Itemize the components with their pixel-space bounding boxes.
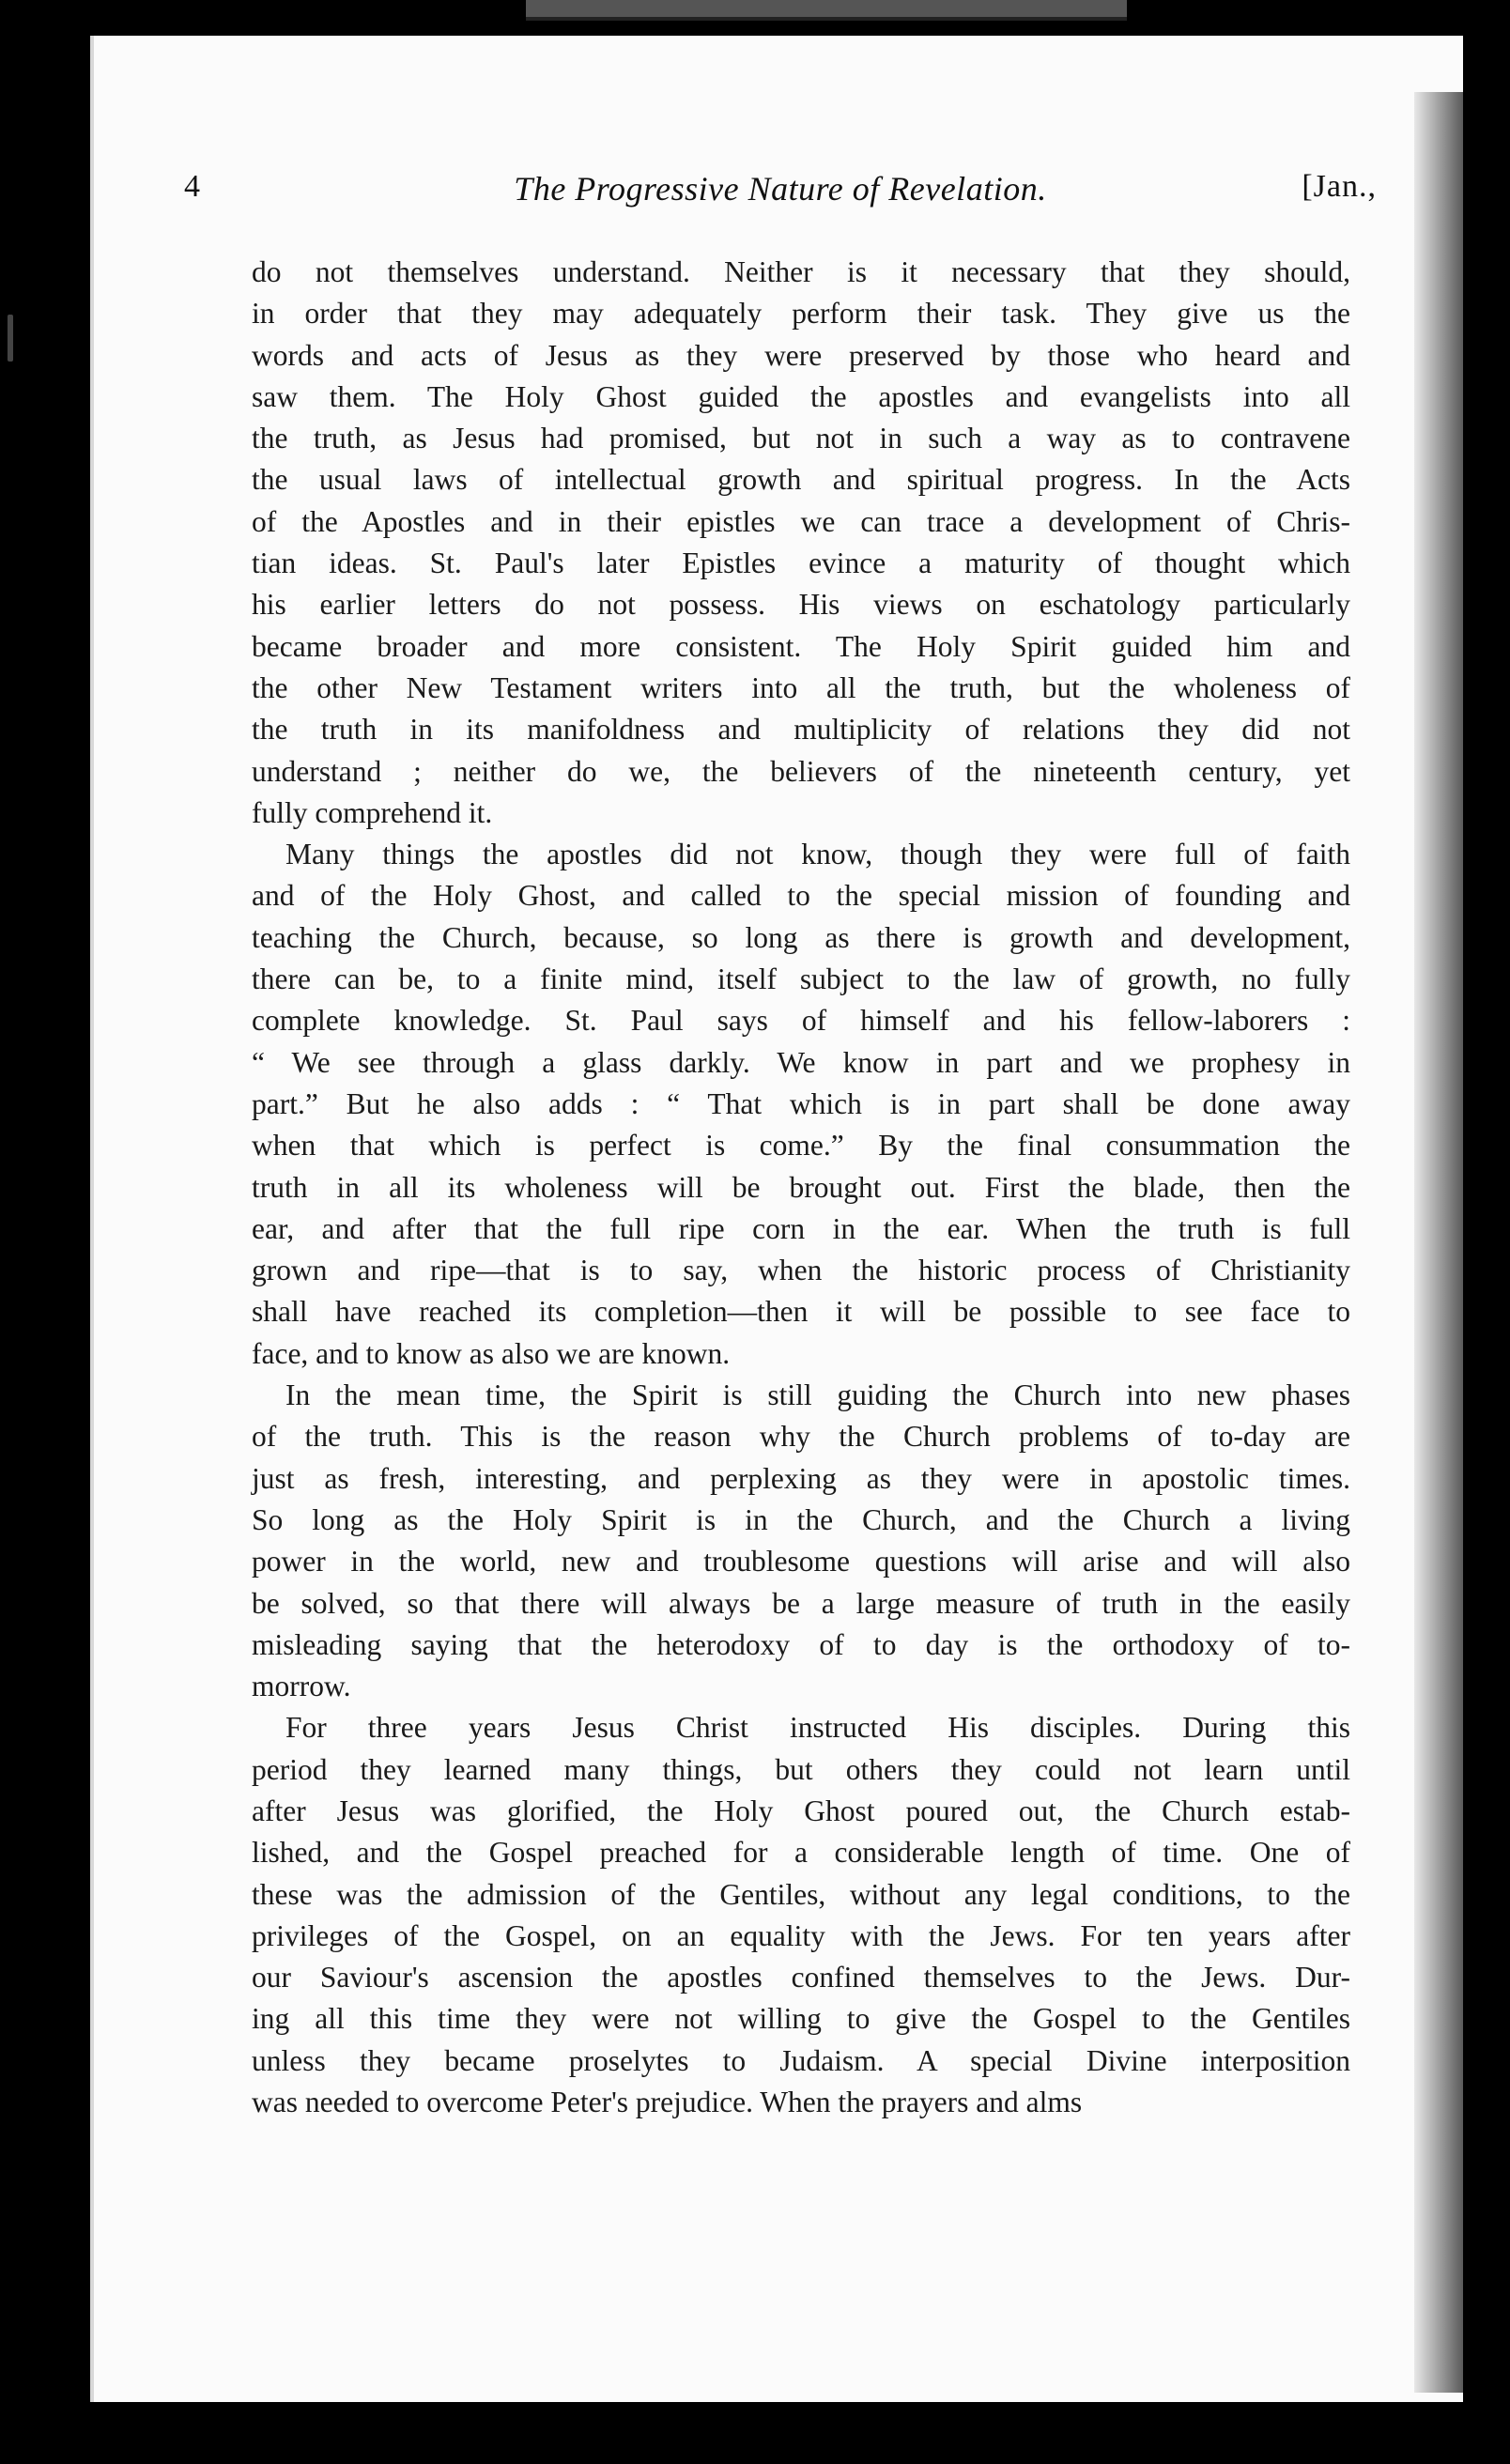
page-number: 4 bbox=[184, 169, 200, 204]
text-line: fully comprehend it. bbox=[252, 795, 493, 829]
text-line: ear, and after that the full ripe corn in the ear. When the truth is full bbox=[252, 1211, 1350, 1245]
text-line: there can be, to a finite mind, itself subject to the law of growth, no fully bbox=[252, 962, 1350, 996]
text-line: power in the world, new and troublesome questions will arise and will also bbox=[252, 1545, 1350, 1578]
text-line: morrow. bbox=[252, 1670, 351, 1703]
text-line: the truth in its manifoldness and multiplicity of relations they did not bbox=[252, 713, 1350, 747]
text-line: “ We see through a glass darkly. We know in part and we prophesy in bbox=[252, 1045, 1350, 1079]
text-line: period they learned many things, but others they could not learn until bbox=[252, 1752, 1350, 1786]
text-line: the truth, as Jesus had promised, but not in such a way as to contravene bbox=[252, 422, 1350, 455]
text-line: part.” But he also adds : “ That which is in part shall be done away bbox=[252, 1086, 1350, 1120]
scan-top-edge bbox=[526, 0, 1127, 21]
running-header bbox=[184, 169, 1377, 225]
paragraph bbox=[252, 834, 1350, 1375]
text-line: tian ideas. St. Paul's later Epistles evince a maturity of thought which bbox=[252, 547, 1350, 580]
text-line: In the mean time, the Spirit is still guiding the Church into new phases bbox=[285, 1378, 1350, 1412]
text-line: understand ; neither do we, the believers of the nineteenth century, yet bbox=[252, 754, 1350, 788]
text-line: grown and ripe—that is to say, when the historic process of Christianity bbox=[252, 1254, 1350, 1287]
text-line: the other New Testament writers into all the truth, but the wholeness of bbox=[252, 670, 1350, 704]
text-line: of the truth. This is the reason why the Church problems of to-day are bbox=[252, 1420, 1350, 1454]
text-line: complete knowledge. St. Paul says of himself and his fellow-laborers : bbox=[252, 1004, 1350, 1038]
scan-margin-mark bbox=[8, 315, 13, 362]
running-date: [Jan., bbox=[1302, 169, 1377, 204]
text-line: just as fresh, interesting, and perplexing as they were in apostolic times. bbox=[252, 1461, 1350, 1495]
text-line: in order that they may adequately perform their task. They give us the bbox=[252, 297, 1350, 331]
text-line: be solved, so that there will always be a large measure of truth in the easily bbox=[252, 1586, 1350, 1620]
text-line: saw them. The Holy Ghost guided the apostles and evangelists into all bbox=[252, 379, 1350, 413]
text-line: when that which is perfect is come.” By the final consummation the bbox=[252, 1129, 1350, 1163]
text-line: Many things the apostles did not know, though they were full of faith bbox=[285, 838, 1350, 871]
paragraph bbox=[252, 252, 1350, 834]
text-line: lished, and the Gospel preached for a considerable length of time. One of bbox=[252, 1836, 1350, 1870]
text-line: misleading saying that the heterodoxy of to day is the orthodoxy of to- bbox=[252, 1627, 1350, 1661]
text-line: For three years Jesus Christ instructed His disciples. During this bbox=[285, 1711, 1350, 1745]
text-line: became broader and more consistent. The Holy Spirit guided him and bbox=[252, 629, 1350, 663]
text-line: words and acts of Jesus as they were preserved by those who heard and bbox=[252, 338, 1350, 372]
paragraph bbox=[252, 1707, 1350, 2123]
text-line: the usual laws of intellectual growth and spiritual progress. In the Acts bbox=[252, 463, 1350, 497]
text-line: teaching the Church, because, so long as there is growth and development, bbox=[252, 920, 1350, 954]
page-edge-shadow bbox=[1414, 92, 1463, 2393]
text-line: face, and to know as also we are known. bbox=[252, 1336, 731, 1370]
text-line: and of the Holy Ghost, and called to the special mission of founding and bbox=[252, 879, 1350, 913]
text-line: was needed to overcome Peter's prejudice. When the prayers and alms bbox=[252, 2086, 1083, 2119]
text-line: our Saviour's ascension the apostles confined themselves to the Jews. Dur- bbox=[252, 1961, 1350, 1994]
running-title: The Progressive Nature of Revelation. bbox=[514, 170, 1047, 208]
text-line: these was the admission of the Gentiles, without any legal conditions, to the bbox=[252, 1877, 1350, 1911]
text-line: unless they became proselytes to Judaism. A special Divine interposition bbox=[252, 2043, 1350, 2077]
paragraph bbox=[252, 1375, 1350, 1707]
body-text bbox=[252, 252, 1350, 2123]
text-line: shall have reached its completion—then it will be possible to see face to bbox=[252, 1295, 1350, 1329]
text-line: ing all this time they were not willing to give the Gospel to the Gentiles bbox=[252, 2002, 1350, 2036]
text-line: after Jesus was glorified, the Holy Ghost poured out, the Church estab- bbox=[252, 1794, 1350, 1827]
text-line: do not themselves understand. Neither is it necessary that they should, bbox=[252, 255, 1350, 288]
text-line: truth in all its wholeness will be brought out. First the blade, then the bbox=[252, 1170, 1350, 1204]
text-line: of the Apostles and in their epistles we can trace a development of Chris- bbox=[252, 504, 1350, 538]
text-line: his earlier letters do not possess. His views on eschatology particularly bbox=[252, 588, 1350, 622]
text-line: So long as the Holy Spirit is in the Church, and the Church a living bbox=[252, 1502, 1350, 1536]
text-line: privileges of the Gospel, on an equality with the Jews. For ten years after bbox=[252, 1918, 1350, 1952]
